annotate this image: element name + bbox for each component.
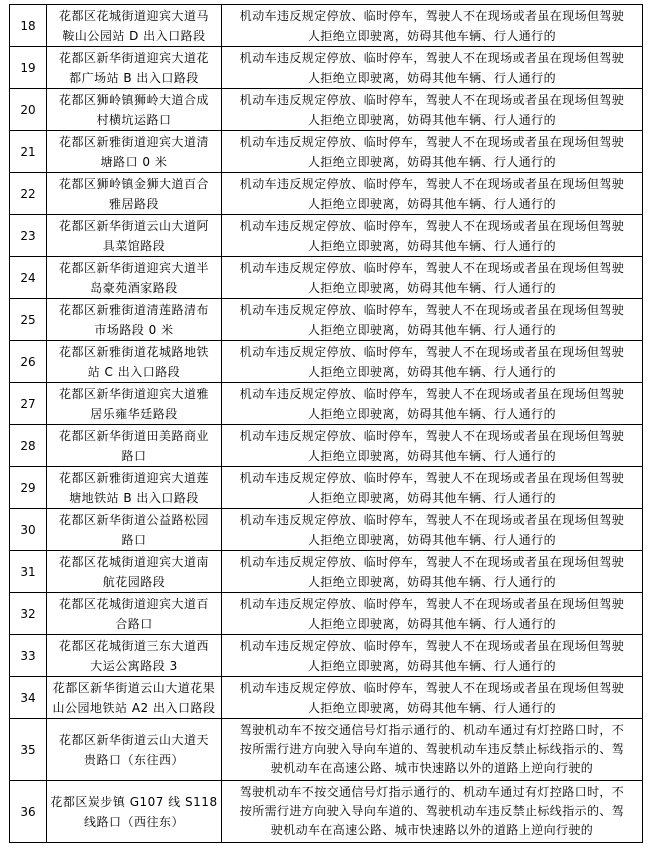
violation-line: 人拒绝立即驶离，妨碍其他车辆、行人通行的 [307,406,556,421]
violation-cell [222,425,643,467]
row-number: 23 [10,215,47,257]
violation-cell [222,551,643,593]
violation-line: 机动车违反规定停放、临时停车，驾驶人不在现场或者虽在现场但驾驶 [239,680,625,695]
table-row [10,215,643,257]
row-number: 20 [10,89,47,131]
table-row [10,131,643,173]
violation-line: 机动车违反规定停放、临时停车，驾驶人不在现场或者虽在现场但驾驶 [239,92,625,107]
location-line: 花都区新雅街道迎宾大道清 [58,134,209,149]
violation-line: 机动车违反规定停放、临时停车，驾驶人不在现场或者虽在现场但驾驶 [239,50,625,65]
table-row [10,593,643,635]
table-row [10,173,643,215]
location-line: 贵路口（东往西） [83,752,184,767]
row-number: 30 [10,509,47,551]
location-line: 花都区新华街道迎宾大道雅 [58,386,209,401]
violation-line: 机动车违反规定停放、临时停车，驾驶人不在现场或者虽在现场但驾驶 [239,596,625,611]
location-cell [47,383,222,425]
table-row [10,467,643,509]
location-line: 花都区新华街道云山大道天 [58,732,209,747]
violation-line: 机动车违反规定停放、临时停车，驾驶人不在现场或者虽在现场但驾驶 [239,260,625,275]
violation-line: 人拒绝立即驶离，妨碍其他车辆、行人通行的 [307,616,556,631]
location-line: 花都区新华街道迎宾大道花 [58,50,209,65]
location-cell [47,47,222,89]
violation-line: 人拒绝立即驶离，妨碍其他车辆、行人通行的 [307,28,556,43]
table-row [10,47,643,89]
location-line: 花都区狮岭镇金狮大道百合 [58,176,209,191]
location-line: 塘地铁站 B 出入口路段 [69,490,199,505]
location-line: 花都区花城街道迎宾大道南 [58,554,209,569]
violation-line: 人拒绝立即驶离，妨碍其他车辆、行人通行的 [307,238,556,253]
row-number: 34 [10,677,47,719]
location-cell [47,173,222,215]
violation-line: 机动车违反规定停放、临时停车，驾驶人不在现场或者虽在现场但驾驶 [239,470,625,485]
violation-cell [222,677,643,719]
location-line: 路口 [121,532,147,547]
location-cell [47,131,222,173]
violation-cell [222,635,643,677]
violation-line: 人拒绝立即驶离，妨碍其他车辆、行人通行的 [307,322,556,337]
location-line: 花都区新雅街道清莲路清布 [58,302,209,317]
location-cell [47,635,222,677]
violation-cell [222,131,643,173]
violation-line: 机动车违反规定停放、临时停车，驾驶人不在现场或者虽在现场但驾驶 [239,176,625,191]
table-row [10,677,643,719]
location-line: 市场路段 0 米 [94,322,174,337]
violation-cell [222,341,643,383]
row-number: 31 [10,551,47,593]
location-line: 合路口 [115,616,153,631]
location-line: 塘路口 0 米 [100,154,168,169]
location-cell [47,341,222,383]
violation-line: 机动车违反规定停放、临时停车，驾驶人不在现场或者虽在现场但驾驶 [239,428,625,443]
location-cell [47,509,222,551]
location-cell [47,677,222,719]
row-number: 25 [10,299,47,341]
table-row [10,719,643,781]
location-line: 都广场站 B 出入口路段 [69,70,199,85]
row-number: 32 [10,593,47,635]
location-cell [47,89,222,131]
violation-line: 驶机动车在高速公路、城市快速路以外的道路上逆向行驶的 [270,823,594,837]
violation-line: 人拒绝立即驶离，妨碍其他车辆、行人通行的 [307,70,556,85]
violation-line: 驶机动车在高速公路、城市快速路以外的道路上逆向行驶的 [270,761,594,775]
violation-cell [222,509,643,551]
violation-cell [222,781,643,843]
location-line: 花都区新华街道云山大道阿 [58,218,209,233]
row-number: 28 [10,425,47,467]
violation-line: 人拒绝立即驶离，妨碍其他车辆、行人通行的 [307,280,556,295]
location-line: 花都区新雅街道迎宾大道莲 [58,470,209,485]
violation-line: 机动车违反规定停放、临时停车，驾驶人不在现场或者虽在现场但驾驶 [239,134,625,149]
table-row [10,89,643,131]
location-line: 花都区花城街道三东大道西 [58,638,209,653]
violation-line: 机动车违反规定停放、临时停车，驾驶人不在现场或者虽在现场但驾驶 [239,8,625,23]
violation-line: 机动车违反规定停放、临时停车，驾驶人不在现场或者虽在现场但驾驶 [239,512,625,527]
violation-cell [222,215,643,257]
violation-line: 人拒绝立即驶离，妨碍其他车辆、行人通行的 [307,364,556,379]
row-number: 24 [10,257,47,299]
violation-line: 驾驶机动车不按交通信号灯指示通行的、机动车通过有灯控路口时，不 [239,723,625,737]
violation-line: 人拒绝立即驶离，妨碍其他车辆、行人通行的 [307,532,556,547]
violation-line: 人拒绝立即驶离，妨碍其他车辆、行人通行的 [307,448,556,463]
violation-line: 人拒绝立即驶离，妨碍其他车辆、行人通行的 [307,658,556,673]
violation-line: 机动车违反规定停放、临时停车，驾驶人不在现场或者虽在现场但驾驶 [239,218,625,233]
violation-cell [222,173,643,215]
location-line: 站 C 出入口路段 [87,364,181,379]
location-line: 花都区花城街道迎宾大道百 [58,596,209,611]
location-cell [47,5,222,47]
violation-cell [222,257,643,299]
table-row [10,509,643,551]
location-line: 花都区新华街道云山大道花果 [52,680,216,695]
violation-line: 人拒绝立即驶离，妨碍其他车辆、行人通行的 [307,490,556,505]
violation-cell [222,467,643,509]
row-number: 35 [10,719,47,781]
violation-line: 按所需行进方向驶入导向车道的、驾驶机动车违反禁止标线指示的、驾 [239,742,625,756]
location-line: 花都区新华街道迎宾大道半 [58,260,209,275]
location-line: 线路口（西往东） [83,814,184,829]
row-number: 29 [10,467,47,509]
row-number: 18 [10,5,47,47]
location-cell [47,215,222,257]
location-cell [47,425,222,467]
violation-line: 机动车违反规定停放、临时停车，驾驶人不在现场或者虽在现场但驾驶 [239,638,625,653]
location-cell [47,719,222,781]
table-row [10,257,643,299]
location-line: 村横坑运路口 [96,112,172,127]
violation-cell [222,719,643,781]
violation-cell [222,5,643,47]
violation-line: 机动车违反规定停放、临时停车，驾驶人不在现场或者虽在现场但驾驶 [239,386,625,401]
violation-line: 人拒绝立即驶离，妨碍其他车辆、行人通行的 [307,112,556,127]
violation-cell [222,593,643,635]
row-number: 26 [10,341,47,383]
location-cell [47,781,222,843]
location-line: 岛豪苑酒家路段 [90,280,178,295]
location-line: 鞍山公园站 D 出入口路段 [62,28,206,43]
location-line: 花都区新雅街道花城路地铁 [58,344,209,359]
row-number: 22 [10,173,47,215]
row-number: 33 [10,635,47,677]
row-number: 36 [10,781,47,843]
violation-cell [222,299,643,341]
location-line: 山公园地铁站 A2 出入口路段 [52,700,216,715]
table-row [10,299,643,341]
table-row [10,635,643,677]
location-cell [47,551,222,593]
violation-line: 机动车违反规定停放、临时停车，驾驶人不在现场或者虽在现场但驾驶 [239,344,625,359]
location-line: 路口 [121,448,147,463]
location-cell [47,467,222,509]
location-line: 花都区新华街道田美路商业 [58,428,209,443]
violation-line: 人拒绝立即驶离，妨碍其他车辆、行人通行的 [307,700,556,715]
location-cell [47,257,222,299]
row-number: 21 [10,131,47,173]
table-row [10,425,643,467]
row-number: 27 [10,383,47,425]
location-line: 雅居路段 [108,196,159,211]
location-line: 花都区炭步镇 G107 线 S118 [50,794,218,809]
violation-cell [222,89,643,131]
location-line: 大运公寓路段 3 [90,658,178,673]
violation-line: 驾驶机动车不按交通信号灯指示通行的、机动车通过有灯控路口时，不 [239,785,625,799]
location-line: 花都区狮岭镇狮岭大道合成 [58,92,209,107]
table-row [10,383,643,425]
location-line: 花都区新华街道公益路松园 [58,512,209,527]
violation-cell [222,47,643,89]
violation-line: 人拒绝立即驶离，妨碍其他车辆、行人通行的 [307,196,556,211]
violation-cell [222,383,643,425]
location-cell [47,593,222,635]
table-row [10,781,643,843]
table-row [10,5,643,47]
table-row [10,551,643,593]
table-row [10,341,643,383]
row-number: 19 [10,47,47,89]
violation-line: 人拒绝立即驶离，妨碍其他车辆、行人通行的 [307,154,556,169]
violation-line: 机动车违反规定停放、临时停车，驾驶人不在现场或者虽在现场但驾驶 [239,554,625,569]
location-line: 航花园路段 [102,574,166,589]
location-line: 具菜馆路段 [102,238,166,253]
location-cell [47,299,222,341]
location-line: 花都区花城街道迎宾大道马 [58,8,209,23]
location-line: 居乐雍华廷路段 [90,406,178,421]
table-body [10,5,643,843]
violation-line: 按所需行进方向驶入导向车道的、驾驶机动车违反禁止标线指示的、驾 [239,804,625,818]
violation-line: 人拒绝立即驶离，妨碍其他车辆、行人通行的 [307,574,556,589]
violation-locations-table [9,4,643,843]
violation-line: 机动车违反规定停放、临时停车，驾驶人不在现场或者虽在现场但驾驶 [239,302,625,317]
